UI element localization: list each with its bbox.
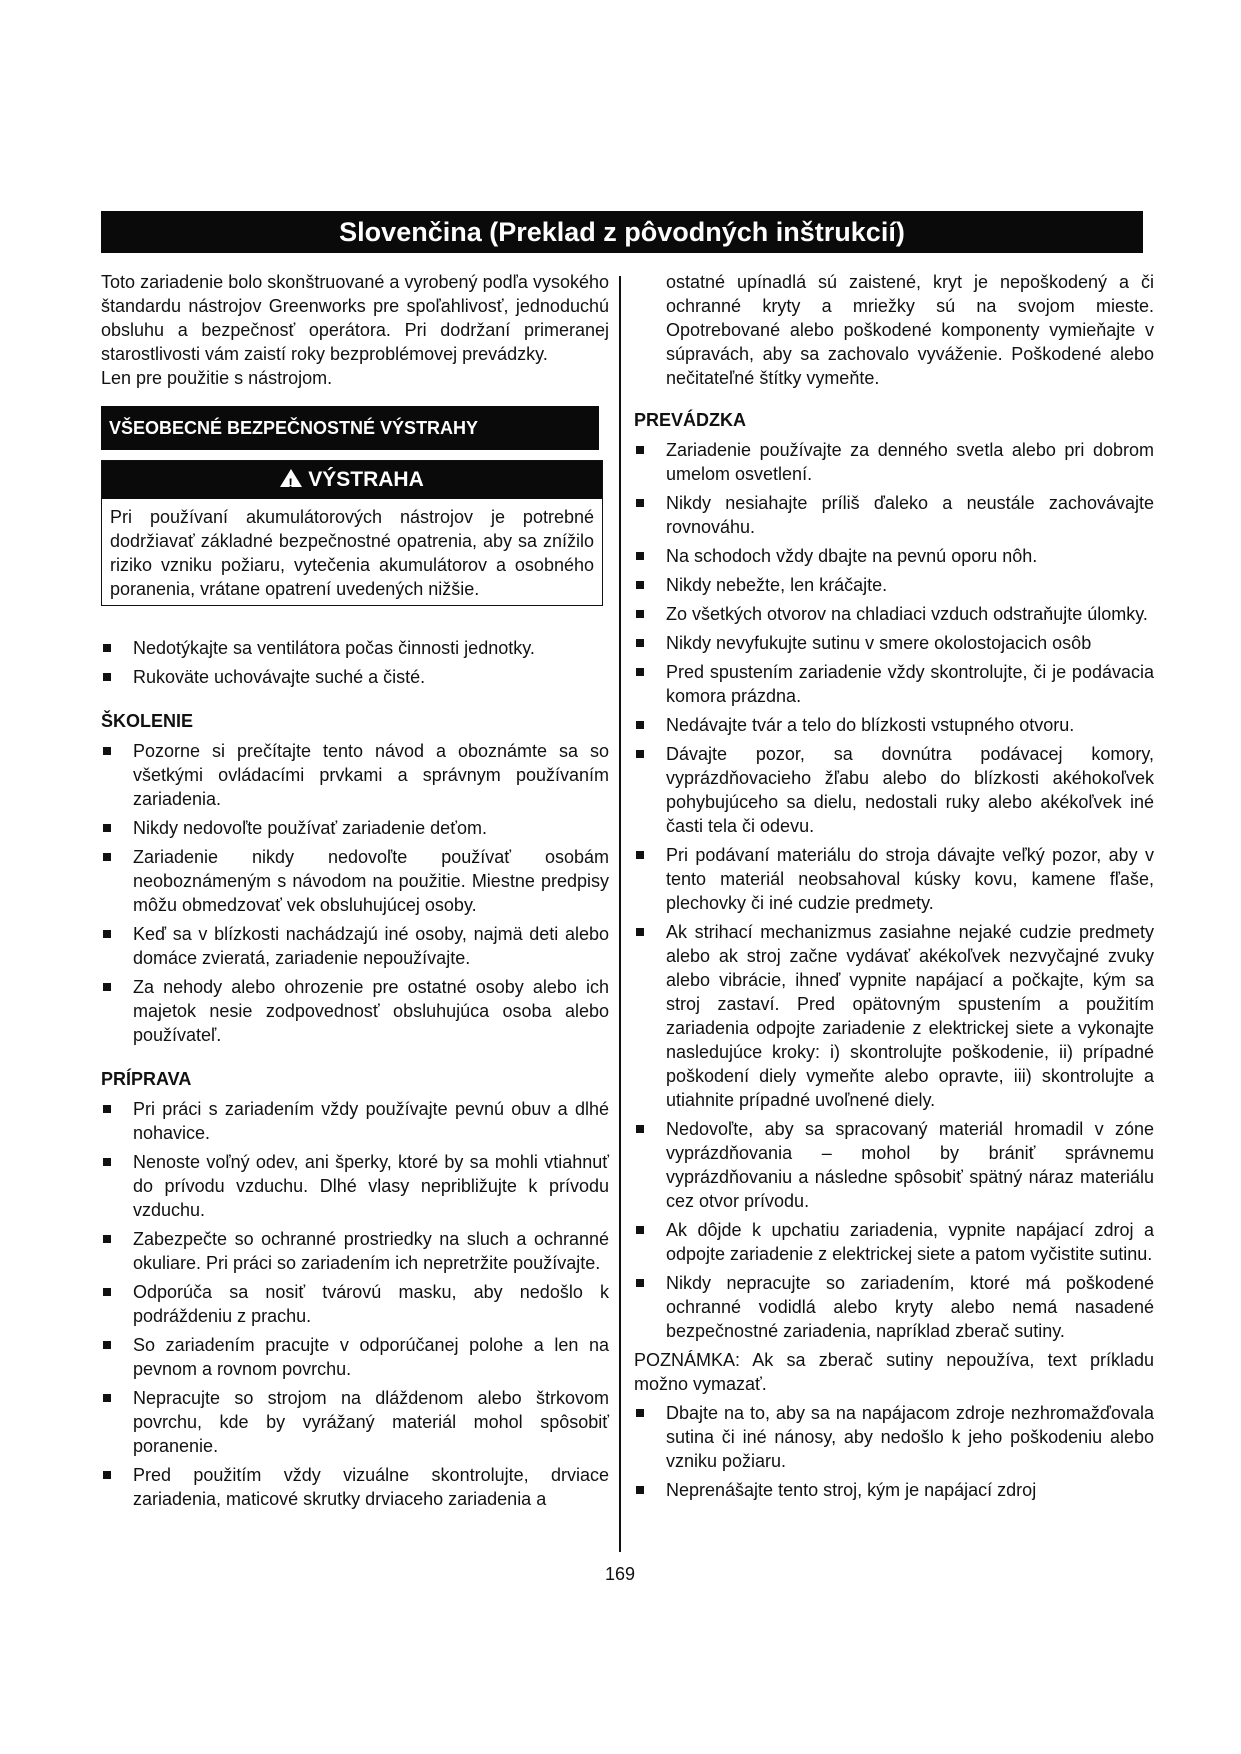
- list-item: Rukoväte uchovávajte suché a čisté.: [101, 665, 609, 689]
- list-item: Dbajte na to, aby sa na napájacom zdroje nezhromažďovala sutina či iné nánosy, aby nedošlo k jeho poškodeniu alebo vzniku požiaru.: [634, 1401, 1154, 1473]
- list-item: Pozorne si prečítajte tento návod a oboznámte sa so všetkými ovládacími prvkami a správnym používaním zariadenia.: [101, 739, 609, 811]
- bullet-icon: [103, 1394, 111, 1402]
- bullet-icon: [103, 1471, 111, 1479]
- bullet-icon: [636, 499, 644, 507]
- general-list: [101, 636, 609, 689]
- list-item: Neprenášajte tento stroj, kým je napájací zdroj: [634, 1478, 1154, 1502]
- bullet-icon: [103, 1235, 111, 1243]
- right-column: [634, 270, 1154, 1507]
- list-item: Ak strihací mechanizmus zasiahne nejaké cudzie predmety alebo ak stroj začne vydávať akékoľvek nezvyčajné zvuky alebo vibrácie, ihneď vypnite napájací a počkajte, kým sa stroj zastaví. Pred opätovným spustením a použitím zariadenia odpojte zariadenie z elektrickej siete a vykonajte nasledujúce kroky: i) skontrolujte poškodenie, ii) prípadné poškodení diely vymeňte alebo opravte, iii) skontrolujte a utiahnite prípadné uvoľnené diely.: [634, 920, 1154, 1112]
- bullet-icon: [103, 1105, 111, 1113]
- bullet-icon: [103, 1341, 111, 1349]
- preparation-list: [101, 1097, 609, 1511]
- list-item: Pri podávaní materiálu do stroja dávajte veľký pozor, aby v tento materiál neobsahoval kúsky kovu, kamene fľaše, plechovky či iné cudzie predmety.: [634, 843, 1154, 915]
- bullet-icon: [636, 1486, 644, 1494]
- bullet-icon: [103, 747, 111, 755]
- list-item: Nikdy nesiahajte príliš ďaleko a neustále zachovávajte rovnováhu.: [634, 491, 1154, 539]
- list-item: Nikdy nebežte, len kráčajte.: [634, 573, 1154, 597]
- bullet-icon: [636, 1409, 644, 1417]
- intro-note: Len pre použitie s nástrojom.: [101, 368, 333, 388]
- list-item: Nedotýkajte sa ventilátora počas činnosti jednotky.: [101, 636, 609, 660]
- bullet-icon: [103, 644, 111, 652]
- list-item: Zo všetkých otvorov na chladiaci vzduch odstraňujte úlomky.: [634, 602, 1154, 626]
- bullet-icon: [636, 1226, 644, 1234]
- bullet-icon: [103, 1158, 111, 1166]
- list-item: Zabezpečte so ochranné prostriedky na sluch a ochranné okuliare. Pri práci so zariadením ich nepretržite používajte.: [101, 1227, 609, 1275]
- page-number: 169: [604, 1564, 636, 1584]
- operation-list: [634, 438, 1154, 1343]
- list-item: Odporúča sa nosiť tvárovú masku, aby nedošlo k podráždeniu z prachu.: [101, 1280, 609, 1328]
- note-text: POZNÁMKA: Ak sa zberač sutiny nepoužíva, text príkladu možno vymazať.: [634, 1350, 1154, 1394]
- list-item: Pred spustením zariadenie vždy skontrolujte, či je podávacia komora prázdna.: [634, 660, 1154, 708]
- bullet-icon: [103, 673, 111, 681]
- list-item: So zariadením pracujte v odporúčanej polohe a len na pevnom a rovnom povrchu.: [101, 1333, 609, 1381]
- list-item: Za nehody alebo ohrozenie pre ostatné osoby alebo ich majetok nesie zodpovednosť obsluhujúca osoba alebo používateľ.: [101, 975, 609, 1047]
- page-title: Slovenčina (Preklad z pôvodných inštrukcií): [101, 211, 1143, 253]
- bullet-icon: [103, 824, 111, 832]
- list-item: Nikdy nevyfukujte sutinu v smere okolostojacich osôb: [634, 631, 1154, 655]
- general-safety-heading: VŠEOBECNÉ BEZPEČNOSTNÉ VÝSTRAHY: [101, 406, 599, 450]
- warning-box: [101, 460, 603, 606]
- final-list: [634, 1401, 1154, 1502]
- bullet-icon: [103, 983, 111, 991]
- bullet-icon: [636, 851, 644, 859]
- intro-text: Toto zariadenie bolo skonštruované a vyrobený podľa vysokého štandardu nástrojov Greenworks pre spoľahlivosť, jednoduchú obsluhu a bezpečnosť operátora. Pri dodržaní primeranej starostlivosti vám zaistí roky bezproblémovej prevádzky.: [101, 272, 609, 364]
- list-item: Zariadenie používajte za denného svetla alebo pri dobrom umelom osvetlení.: [634, 438, 1154, 486]
- bullet-icon: [636, 552, 644, 560]
- list-item: Nedávajte tvár a telo do blízkosti vstupného otvoru.: [634, 713, 1154, 737]
- preparation-heading: PRÍPRAVA: [101, 1069, 192, 1089]
- list-item: Zariadenie nikdy nedovoľte používať osobám neoboznámeným s návodom na použitie. Miestne predpisy môžu obmedzovať vek obsluhujúcej osoby.: [101, 845, 609, 917]
- list-item: Keď sa v blízkosti nachádzajú iné osoby, najmä deti alebo domáce zvieratá, zariadenie nepoužívajte.: [101, 922, 609, 970]
- bullet-icon: [636, 610, 644, 618]
- list-item: Ak dôjde k upchatiu zariadenia, vypnite napájací zdroj a odpojte zariadenie z elektrickej siete a patom vyčistite sutinu.: [634, 1218, 1154, 1266]
- bullet-icon: [636, 639, 644, 647]
- warning-text: Pri používaní akumulátorových nástrojov je potrebné dodržiavať základné bezpečnostné opatrenia, aby sa znížilo riziko vzniku požiaru, vytečenia akumulátorov a osobného poranenia, vrátane opatrení uvedených nižšie.: [110, 507, 594, 599]
- list-item: Pri práci s zariadením vždy používajte pevnú obuv a dlhé nohavice.: [101, 1097, 609, 1145]
- warning-triangle-icon: [280, 469, 302, 487]
- bullet-icon: [636, 446, 644, 454]
- list-item: Nepracujte so strojom na dláždenom alebo štrkovom povrchu, kde by vyrážaný materiál mohol spôsobiť poranenie.: [101, 1386, 609, 1458]
- bullet-icon: [103, 1288, 111, 1296]
- list-item: Pred použitím vždy vizuálne skontrolujte, drviace zariadenia, maticové skrutky drviaceho zariadenia a: [101, 1463, 609, 1511]
- bullet-icon: [636, 1125, 644, 1133]
- operation-heading: PREVÁDZKA: [634, 410, 747, 430]
- bullet-icon: [103, 853, 111, 861]
- bullet-icon: [636, 581, 644, 589]
- bullet-icon: [636, 750, 644, 758]
- list-item: Nedovoľte, aby sa spracovaný materiál hromadil v zóne vyprázdňovania – mohol by brániť správnemu vyprázdňovaniu a následne spôsobiť spätný náraz materiálu cez otvor prívodu.: [634, 1117, 1154, 1213]
- bullet-icon: [103, 930, 111, 938]
- warning-header: [102, 461, 602, 499]
- bullet-icon: [636, 1279, 644, 1287]
- column-divider: [619, 276, 621, 1552]
- warning-heading: VÝSTRAHA: [308, 468, 424, 491]
- training-list: [101, 739, 609, 1047]
- left-column: [101, 270, 609, 1516]
- list-item: Nikdy nedovoľte používať zariadenie deťom.: [101, 816, 609, 840]
- bullet-icon: [636, 721, 644, 729]
- training-heading: ŠKOLENIE: [101, 711, 194, 731]
- list-item: Na schodoch vždy dbajte na pevnú oporu nôh.: [634, 544, 1154, 568]
- continuation-text: ostatné upínadlá sú zaistené, kryt je nepoškodený a či ochranné kryty a mriežky sú na svojom mieste. Opotrebované alebo poškodené komponenty vymieňajte v súpravách, aby sa zachovalo vyváženie. Poškodené alebo nečitateľné štítky vymeňte.: [666, 272, 1154, 388]
- list-item: Nenoste voľný odev, ani šperky, ktoré by sa mohli vtiahnuť do prívodu vzduchu. Dlhé vlasy nepribližujte k prívodu vzduchu.: [101, 1150, 609, 1222]
- list-item: Nikdy nepracujte so zariadením, ktoré má poškodené ochranné vodidlá alebo kryty alebo nemá nasadené bezpečnostné zariadenia, napríklad zberač sutiny.: [634, 1271, 1154, 1343]
- bullet-icon: [636, 928, 644, 936]
- list-item: Dávajte pozor, sa dovnútra podávacej komory, vyprázdňovacieho žľabu alebo do blízkosti akéhokoľvek pohybujúceho sa dielu, nedostali ruky alebo akékoľvek iné časti tela či odevu.: [634, 742, 1154, 838]
- bullet-icon: [636, 668, 644, 676]
